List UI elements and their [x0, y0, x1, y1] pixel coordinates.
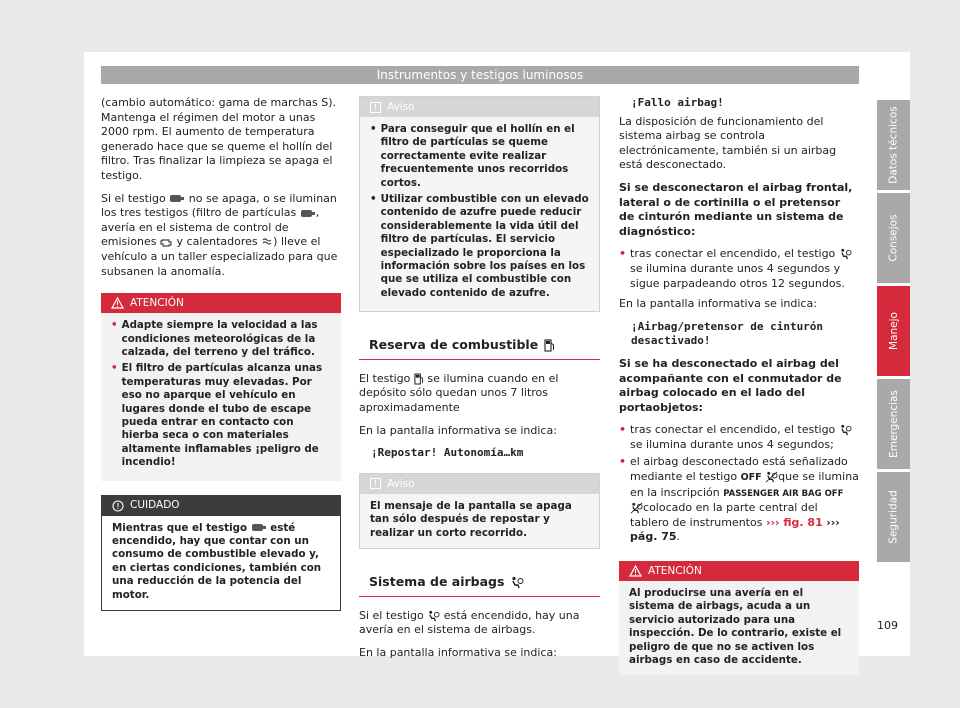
fuel-pump-icon: [414, 373, 424, 385]
paragraph: (cambio automático: gama de marchas S). Mantenga el régimen del motor a unas 2000 rpm. El aumento de temperatura generado hace que se queme el hollín del filtro. Tras finalizar la limpieza se apaga el testigo.: [101, 96, 337, 182]
tab-seguridad[interactable]: Seguridad: [877, 472, 910, 562]
glow-plug-icon: [261, 237, 273, 247]
page-number: 109: [877, 619, 898, 632]
note-text: El mensaje de la pantalla se apaga tan sólo después de repostar y realizar un corto recorrido.: [370, 499, 572, 539]
list-item: • El filtro de partículas alcanza unas temperaturas muy elevadas. Por eso no aparque el vehículo en lugares donde el tubo de escape pueda entrar en contacto con hierba seca o con materiales altamente inflamables ¡peligro de incendio!: [111, 362, 323, 469]
particle-filter-icon: [251, 523, 267, 532]
paragraph: En la pantalla informativa se indica:: [359, 645, 557, 659]
column-1: [101, 96, 341, 619]
list-item: • el airbag desconectado está señalizado mediante el testigo OFF que se ilumina en la inscripción PASSENGER AIR BAG OFF colocado en la parte central del tablero de instrumentos ››› fig. 81 ››› pág. 75.: [619, 455, 859, 544]
paragraph: En la pantalla informativa se indica:: [359, 423, 557, 437]
passenger-airbag-off-label: PASSENGER AIR BAG OFF: [723, 488, 844, 499]
list-item: • tras conectar el encendido, el testigo se ilumina durante unos 4 segundos y sigue parpadeando otros 12 segundos.: [619, 247, 859, 291]
caution-text: Mientras que el testigo esté encendido, hay que contar con un consumo de combustible elevado y, en ciertas condiciones, también con una reducción de la potencia del motor.: [112, 521, 322, 601]
warning-box-header: ATENCIÓN: [101, 293, 341, 313]
tab-emergencias[interactable]: Emergencias: [877, 379, 910, 469]
note-box: [359, 96, 600, 312]
airbag-off-icon: [630, 502, 643, 514]
note-icon: [370, 478, 381, 489]
column-2: [359, 96, 600, 668]
tab-datos-tecnicos[interactable]: Datos técnicos: [877, 100, 910, 190]
section-heading-fuel: Reserva de combustible: [359, 334, 600, 360]
warning-triangle-icon: [111, 297, 124, 309]
tab-manejo[interactable]: Manejo: [877, 286, 910, 376]
tab-consejos[interactable]: Consejos: [877, 193, 910, 283]
section-heading-airbags: Sistema de airbags: [359, 571, 600, 597]
note-icon: [370, 102, 381, 113]
fuel-pump-icon: [544, 339, 555, 352]
airbag-icon: [427, 610, 440, 622]
paragraph-bold: Si se ha desconectado el airbag del acompañante con el conmutador de airbag colocado en el lado del portaobjetos:: [619, 356, 842, 414]
warning-box: [619, 561, 859, 675]
column-3: [619, 96, 859, 683]
note-box-header: Aviso: [360, 97, 599, 117]
page-header: Instrumentos y testigos luminosos: [101, 66, 859, 84]
paragraph: La disposición de funcionamiento del sistema airbag se controla electrónicamente, también si un airbag está desconectado.: [619, 114, 837, 172]
particle-filter-icon: [300, 209, 316, 218]
airbag-icon: [839, 424, 852, 436]
warning-box: [101, 293, 341, 480]
side-tabs: [877, 100, 910, 565]
airbag-icon: [839, 248, 852, 260]
warning-triangle-icon: [629, 565, 642, 577]
figure-link[interactable]: ››› fig. 81: [765, 515, 823, 529]
paragraph-bold: Si se desconectaron el airbag frontal, lateral o de cortinilla o el pretensor de cinturón mediante un sistema de diagnóstico:: [619, 180, 853, 238]
airbag-off-icon: [765, 471, 778, 483]
paragraph: Si el testigo no se apaga, o se iluminan los tres testigos (filtro de partículas , avería en el sistema de control de emisiones y calentadores ) lleve el vehículo a un taller especializado para que subsanen la anomalía.: [101, 191, 338, 278]
info-circle-icon: [112, 500, 124, 512]
caution-box-header: CUIDADO: [102, 496, 340, 516]
warning-text: Al producirse una avería en el sistema de airbags, acuda a un servicio autorizado para una inspección. De lo contrario, existe el peligro de que no se activen los airbags en caso de accidente.: [629, 587, 842, 667]
particle-filter-icon: [169, 194, 185, 203]
paragraph: Si el testigo está encendido, hay una avería en el sistema de airbags.: [359, 608, 580, 637]
airbag-icon: [510, 576, 524, 589]
off-label: OFF: [740, 472, 762, 484]
list-item: • tras conectar el encendido, el testigo se ilumina durante unos 4 segundos;: [619, 423, 859, 452]
display-message: ¡Fallo airbag!: [631, 96, 724, 109]
paragraph: En la pantalla informativa se indica:: [619, 297, 817, 311]
engine-emissions-icon: [160, 237, 173, 247]
note-box-header: Aviso: [360, 474, 599, 494]
list-item: • Para conseguir que el hollín en el filtro de partículas se queme correctamente evite realizar frecuentemente unos recorridos cortos.: [370, 123, 575, 189]
list-item: • Adapte siempre la velocidad a las condiciones meteorológicas de la calzada, del terreno y del tráfico.: [111, 319, 318, 358]
note-box: [359, 473, 600, 549]
list-item: • Utilizar combustible con un elevado contenido de azufre puede reducir considerablemente la vida útil del filtro de partículas. El servicio especializado le proporciona la información sobre los países en los que se utiliza el combustible con elevado contenido de azufre.: [370, 193, 589, 299]
display-message: ¡Repostar! Autonomía…km: [371, 446, 524, 460]
caution-box: [101, 495, 341, 611]
warning-box-header: ATENCIÓN: [619, 561, 859, 581]
paragraph: El testigo se ilumina cuando en el depósito sólo quedan unos 7 litros aproximadamente: [359, 371, 559, 415]
page-link[interactable]: ››› pág. 75: [630, 515, 840, 544]
display-message: ¡Airbag/pretensor de cinturón desactivado!: [631, 319, 824, 348]
